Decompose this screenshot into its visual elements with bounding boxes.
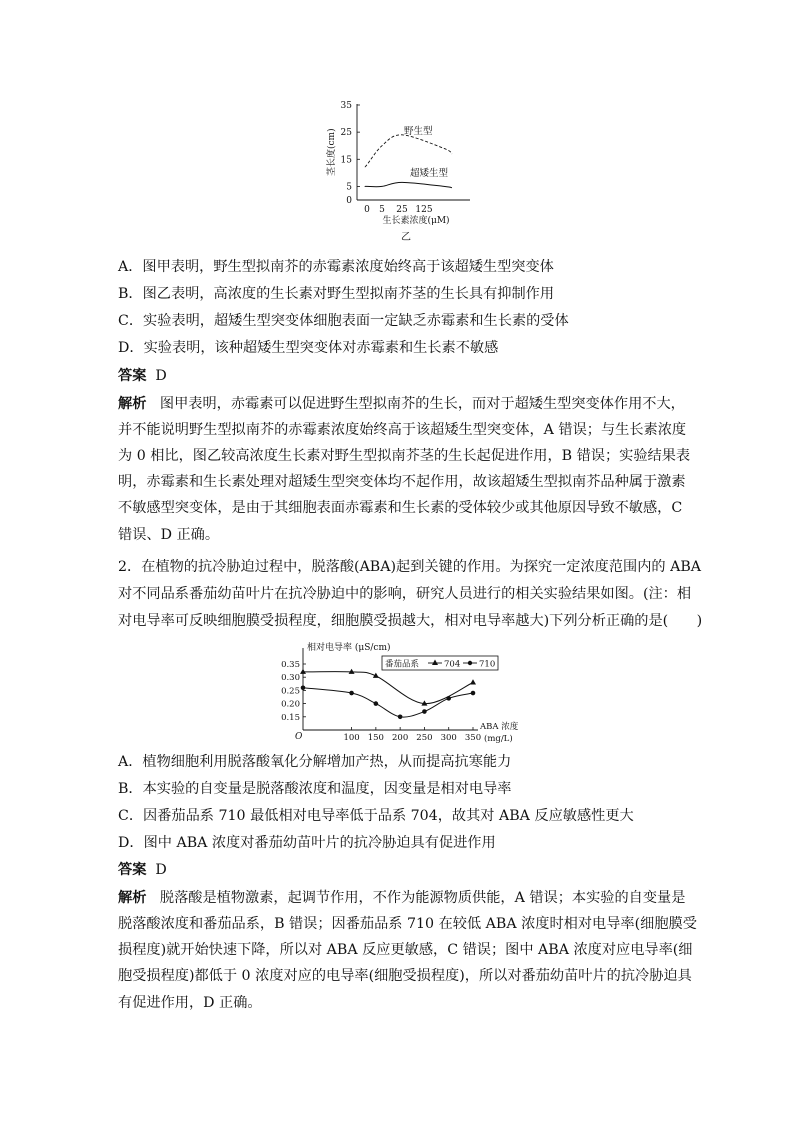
chart-yi-xtick-label: 125 [415,205,433,215]
series-710-point [422,709,427,714]
q2-analysis-line-5: 有促进作用，D 正确。 [118,995,262,1011]
q2-stem-line-3: 对电导率可反映细胞膜受损程度，细胞膜受损越大，相对电导率越大)下列分析正确的是( ) [118,613,703,629]
chart-yi-ytick-label: 0 [346,196,352,206]
series-710-point [446,696,451,701]
chart-q2-xtick-label: 250 [416,733,433,743]
chart-yi-xlabel: 生长素浓度(μM) [382,216,450,226]
q2-answer-label: 答案 [118,862,147,878]
chart-q2 [270,638,540,748]
q1-analysis-line-2: 并不能说明野生型拟南芥的赤霉素浓度始终高于该超矮生型突变体，A 错误；与生长素浓度 [118,422,687,438]
series-710-line [303,688,473,717]
series-wild-type-line [365,135,452,167]
series-710-point [398,715,403,720]
chart-q2-origin: O [295,732,303,742]
q2-option-d: D．图中 ABA 浓度对番茄幼苗叶片的抗冷胁迫具有促进作用 [118,835,496,851]
chart-q2-xunit: (mg/L) [484,734,513,744]
q1-analysis-line-5: 不敏感型突变体，是由于其细胞表面赤霉素和生长素的受体较少或其他原因导致不敏感，C [118,500,683,516]
chart-q2-xtick-label: 200 [392,733,409,743]
series-super-dwarf-line [365,182,452,187]
series-710-point [301,685,306,690]
q2-analysis-label: 解析 [118,890,147,906]
chart-q2-xtick-label: 100 [343,733,360,743]
chart-q2-ytick-label: 0.25 [281,686,300,697]
chart-q2-ytick-label: 0.35 [281,660,300,670]
q2-analysis-line-3: 损程度)就开始快速下降，所以对 ABA 反应更敏感，C 错误；图中 ABA 浓度对应电导率(细 [118,942,693,958]
q1-option-d: D．实验表明，该种超矮生型突变体对赤霉素和生长素不敏感 [118,340,499,356]
q2-option-b: B．本实验的自变量是脱落酸浓度和温度，因变量是相对电导率 [118,781,512,797]
legend-704-label: 704 [444,659,461,670]
chart-q2-legend-title: 番茄品系 [385,659,420,670]
q1-analysis-line-1: 解析 图甲表明，赤霉素可以促进野生型拟南芥的生长，而对于超矮生型突变体作用不大， [118,396,685,412]
series-704-point [470,679,476,684]
q2-analysis-line-4: 胞受损程度)都低于 0 浓度对应的电导率(细胞受损程度)，所以对番茄幼苗叶片的抗冷胁迫具 [118,968,692,984]
chart-q2-ylabel: 相对电导率 (μS/cm) [307,643,391,653]
q1-answer-label: 答案 [118,368,147,384]
q2-option-a: A．植物细胞利用脱落酸氧化分解增加产热，从而提高抗寒能力 [118,754,512,770]
chart-yi-ytick-label: 35 [340,101,352,111]
chart-yi-ytick-label: 25 [340,128,352,139]
legend-710-circle-marker [468,661,472,665]
q1-answer [118,366,167,386]
series-704-point [300,669,306,674]
chart-yi [310,96,490,244]
chart-q2-ytick-label: 0.20 [281,699,300,710]
q1-analysis-line-3: 为 0 相比，图乙较高浓度生长素对野生型拟南芥茎的生长起促进作用，B 错误；实验结果表 [118,448,691,464]
q2-answer [118,860,167,880]
q1-option-a: A．图甲表明，野生型拟南芥的赤霉素浓度始终高于该超矮生型突变体 [118,259,554,275]
chart-yi-xtick-label: 25 [396,205,408,215]
chart-q2-xtick-label: 300 [440,733,457,743]
q2-stem-line-1: 2．在植物的抗冷胁迫过程中，脱落酸(ABA)起到关键的作用。为探究一定浓度范围内的 ABA [118,559,702,575]
q2-analysis-line-1: 解析 脱落酸是植物激素，起调节作用，不作为能源物质供能，A 错误；本实验的自变量是 [118,890,686,906]
q1-analysis-line-4: 明，赤霉素和生长素处理对超矮生型突变体均不起作用，故该超矮生型拟南芥品种属于激素 [118,474,686,490]
chart-q2-xtick-label: 150 [367,733,384,743]
chart-yi-ylabel: 茎长度(cm) [327,128,337,176]
legend-710-label: 710 [479,659,496,670]
series-704-point [349,669,355,674]
chart-q2-ytick-label: 0.30 [281,673,300,684]
q2-option-c: C．因番茄品系 710 最低相对电导率低于品系 704，故其对 ABA 反应敏感性更大 [118,808,634,824]
q1-option-c: C．实验表明，超矮生型突变体细胞表面一定缺乏赤霉素和生长素的受体 [118,313,569,329]
q2-stem-line-2: 对不同品系番茄幼苗叶片在抗冷胁迫中的影响，研究人员进行的相关实验结果如图。(注：相 [118,586,692,602]
chart-yi-title: 乙 [401,232,411,243]
chart-q2-ytick-label: 0.15 [281,712,300,723]
series-label-wild-type: 野生型 [404,126,433,137]
q2-answer-value: D [155,862,167,878]
chart-yi-xtick-label: 5 [379,205,385,215]
series-label-super-dwarf: 超矮生型 [410,168,449,179]
series-710-point [471,691,476,696]
q1-analysis-label: 解析 [118,396,147,412]
chart-yi-ytick-label: 15 [340,155,352,166]
chart-yi-ytick-label: 5 [346,182,352,193]
series-710-point [374,701,379,706]
q2-analysis-line-2: 脱落酸浓度和番茄品系，B 错误；因番茄品系 710 在较低 ABA 浓度时相对电导率(细胞膜受 [118,916,697,932]
series-710-point [349,691,354,696]
q1-option-b: B．图乙表明，高浓度的生长素对野生型拟南芥茎的生长具有抑制作用 [118,286,555,302]
chart-yi-xtick-label: 0 [364,205,370,215]
chart-q2-xlabel: ABA 浓度 [480,722,519,732]
q1-analysis-line-6: 错误、D 正确。 [118,527,220,543]
chart-q2-xtick-label: 350 [464,733,482,743]
q1-answer-value: D [155,368,167,384]
